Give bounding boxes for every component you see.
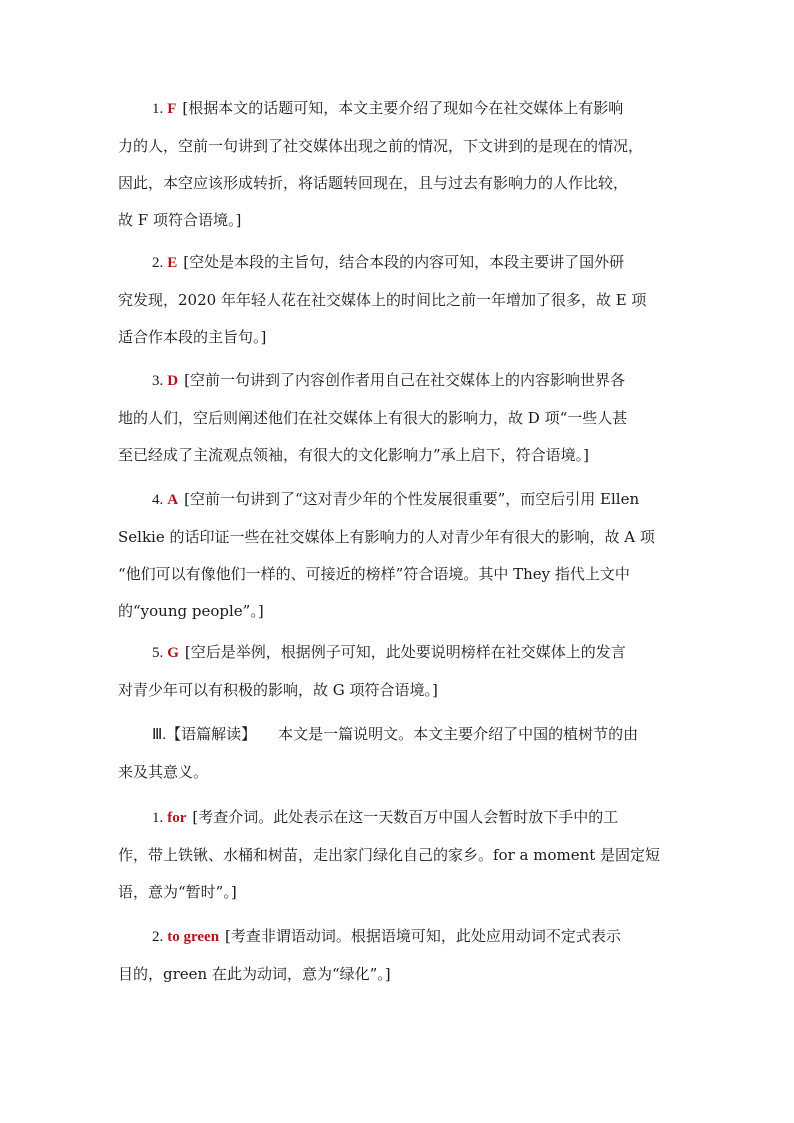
item-number: 3.: [152, 373, 164, 389]
explanation-line: “他们可以有像他们一样的、可接近的榜样”符合语境。其中 They 指代上文中: [118, 565, 630, 583]
section-heading: Ⅲ.【语篇解读】: [152, 727, 257, 743]
explanation-line: 因此，本空应该形成转折，将话题转回现在，且与过去有影响力的人作比较，: [118, 174, 629, 192]
item-number: 1.: [152, 810, 164, 826]
item-first-line: [118, 799, 678, 837]
explanation-line: 故 F 项符合语境。]: [118, 211, 242, 229]
explanation-line: 作，带上铁锹、水桶和树苗，走出家门绿化自己的家乡。for a moment 是固定短: [118, 846, 661, 864]
item-first-line: [118, 918, 678, 956]
explanation-text: [考查介词。此处表示在这一天数百万中国人会暂时放下手中的工: [192, 808, 619, 826]
item-first-line: [118, 244, 678, 282]
summary-first-line: [118, 716, 678, 754]
explanation-line: 的“young people”。]: [118, 602, 264, 620]
explanation-line: 力的人，空前一句讲到了社交媒体出现之前的情况，下文讲到的是现在的情况，: [118, 137, 644, 155]
explanation-text: [根据本文的话题可知，本文主要介绍了现如今在社交媒体上有影响: [182, 99, 624, 117]
answer-key: G: [167, 645, 179, 661]
explanation-text: [空前一句讲到了内容创作者用自己在社交媒体上的内容影响世界各: [184, 371, 625, 389]
explanation-text: [空处是本段的主旨句，结合本段的内容可知，本段主要讲了国外研: [183, 253, 625, 271]
answer-key: E: [167, 255, 178, 271]
item-first-line: [118, 90, 678, 128]
explanation-text: [空前一句讲到了“这对青少年的个性发展很重要”，而空后引用 Ellen: [184, 490, 640, 508]
item-number: 2.: [152, 255, 164, 271]
answer-key: to green: [167, 929, 220, 945]
explanation-line: Selkie 的话印证一些在社交媒体上有影响力的人对青少年有很大的影响，故 A 项: [118, 528, 655, 546]
explanation-line: 地的人们，空后则阐述他们在社交媒体上有很大的影响力，故 D 项“一些人甚: [118, 409, 628, 427]
explanation-line: 语，意为“暂时”。]: [118, 883, 237, 901]
answer-key: for: [167, 810, 187, 826]
item-number: 4.: [152, 492, 164, 508]
explanation-line: 适合作本段的主旨句。]: [118, 328, 267, 346]
summary-line: 来及其意义。: [118, 763, 209, 781]
answer-item-iii-1: [118, 799, 678, 911]
summary-text: 本文是一篇说明文。本文主要介绍了中国的植树节的由: [278, 725, 639, 743]
explanation-text: [考查非谓语动词。根据语境可知，此处应用动词不定式表示: [225, 927, 621, 945]
answer-key: A: [167, 492, 179, 508]
explanation-line: 对青少年可以有积极的影响，故 G 项符合语境。]: [118, 681, 438, 699]
passage-summary: [118, 716, 678, 791]
item-first-line: [118, 362, 678, 400]
explanation-text: [空后是举例，根据例子可知，此处要说明榜样在社交媒体上的发言: [184, 643, 626, 661]
item-first-line: [118, 634, 678, 672]
answer-key: F: [167, 101, 177, 117]
answer-item-iii-2: [118, 918, 678, 993]
explanation-line: 究发现，2020 年年轻人花在社交媒体上的时间比之前一年增加了很多，故 E 项: [118, 291, 647, 309]
answer-item-1: [118, 90, 678, 239]
answer-item-5: [118, 634, 678, 709]
answer-key: D: [167, 373, 179, 389]
item-number: 2.: [152, 929, 164, 945]
item-number: 5.: [152, 645, 164, 661]
answer-item-3: [118, 362, 678, 474]
explanation-line: 至已经成了主流观点领袖，有很大的文化影响力”承上启下，符合语境。]: [118, 446, 590, 464]
item-number: 1.: [152, 101, 164, 117]
answer-item-4: [118, 481, 678, 630]
explanation-line: 目的，green 在此为动词，意为“绿化”。]: [118, 965, 391, 983]
item-first-line: [118, 481, 678, 519]
answer-item-2: [118, 244, 678, 356]
